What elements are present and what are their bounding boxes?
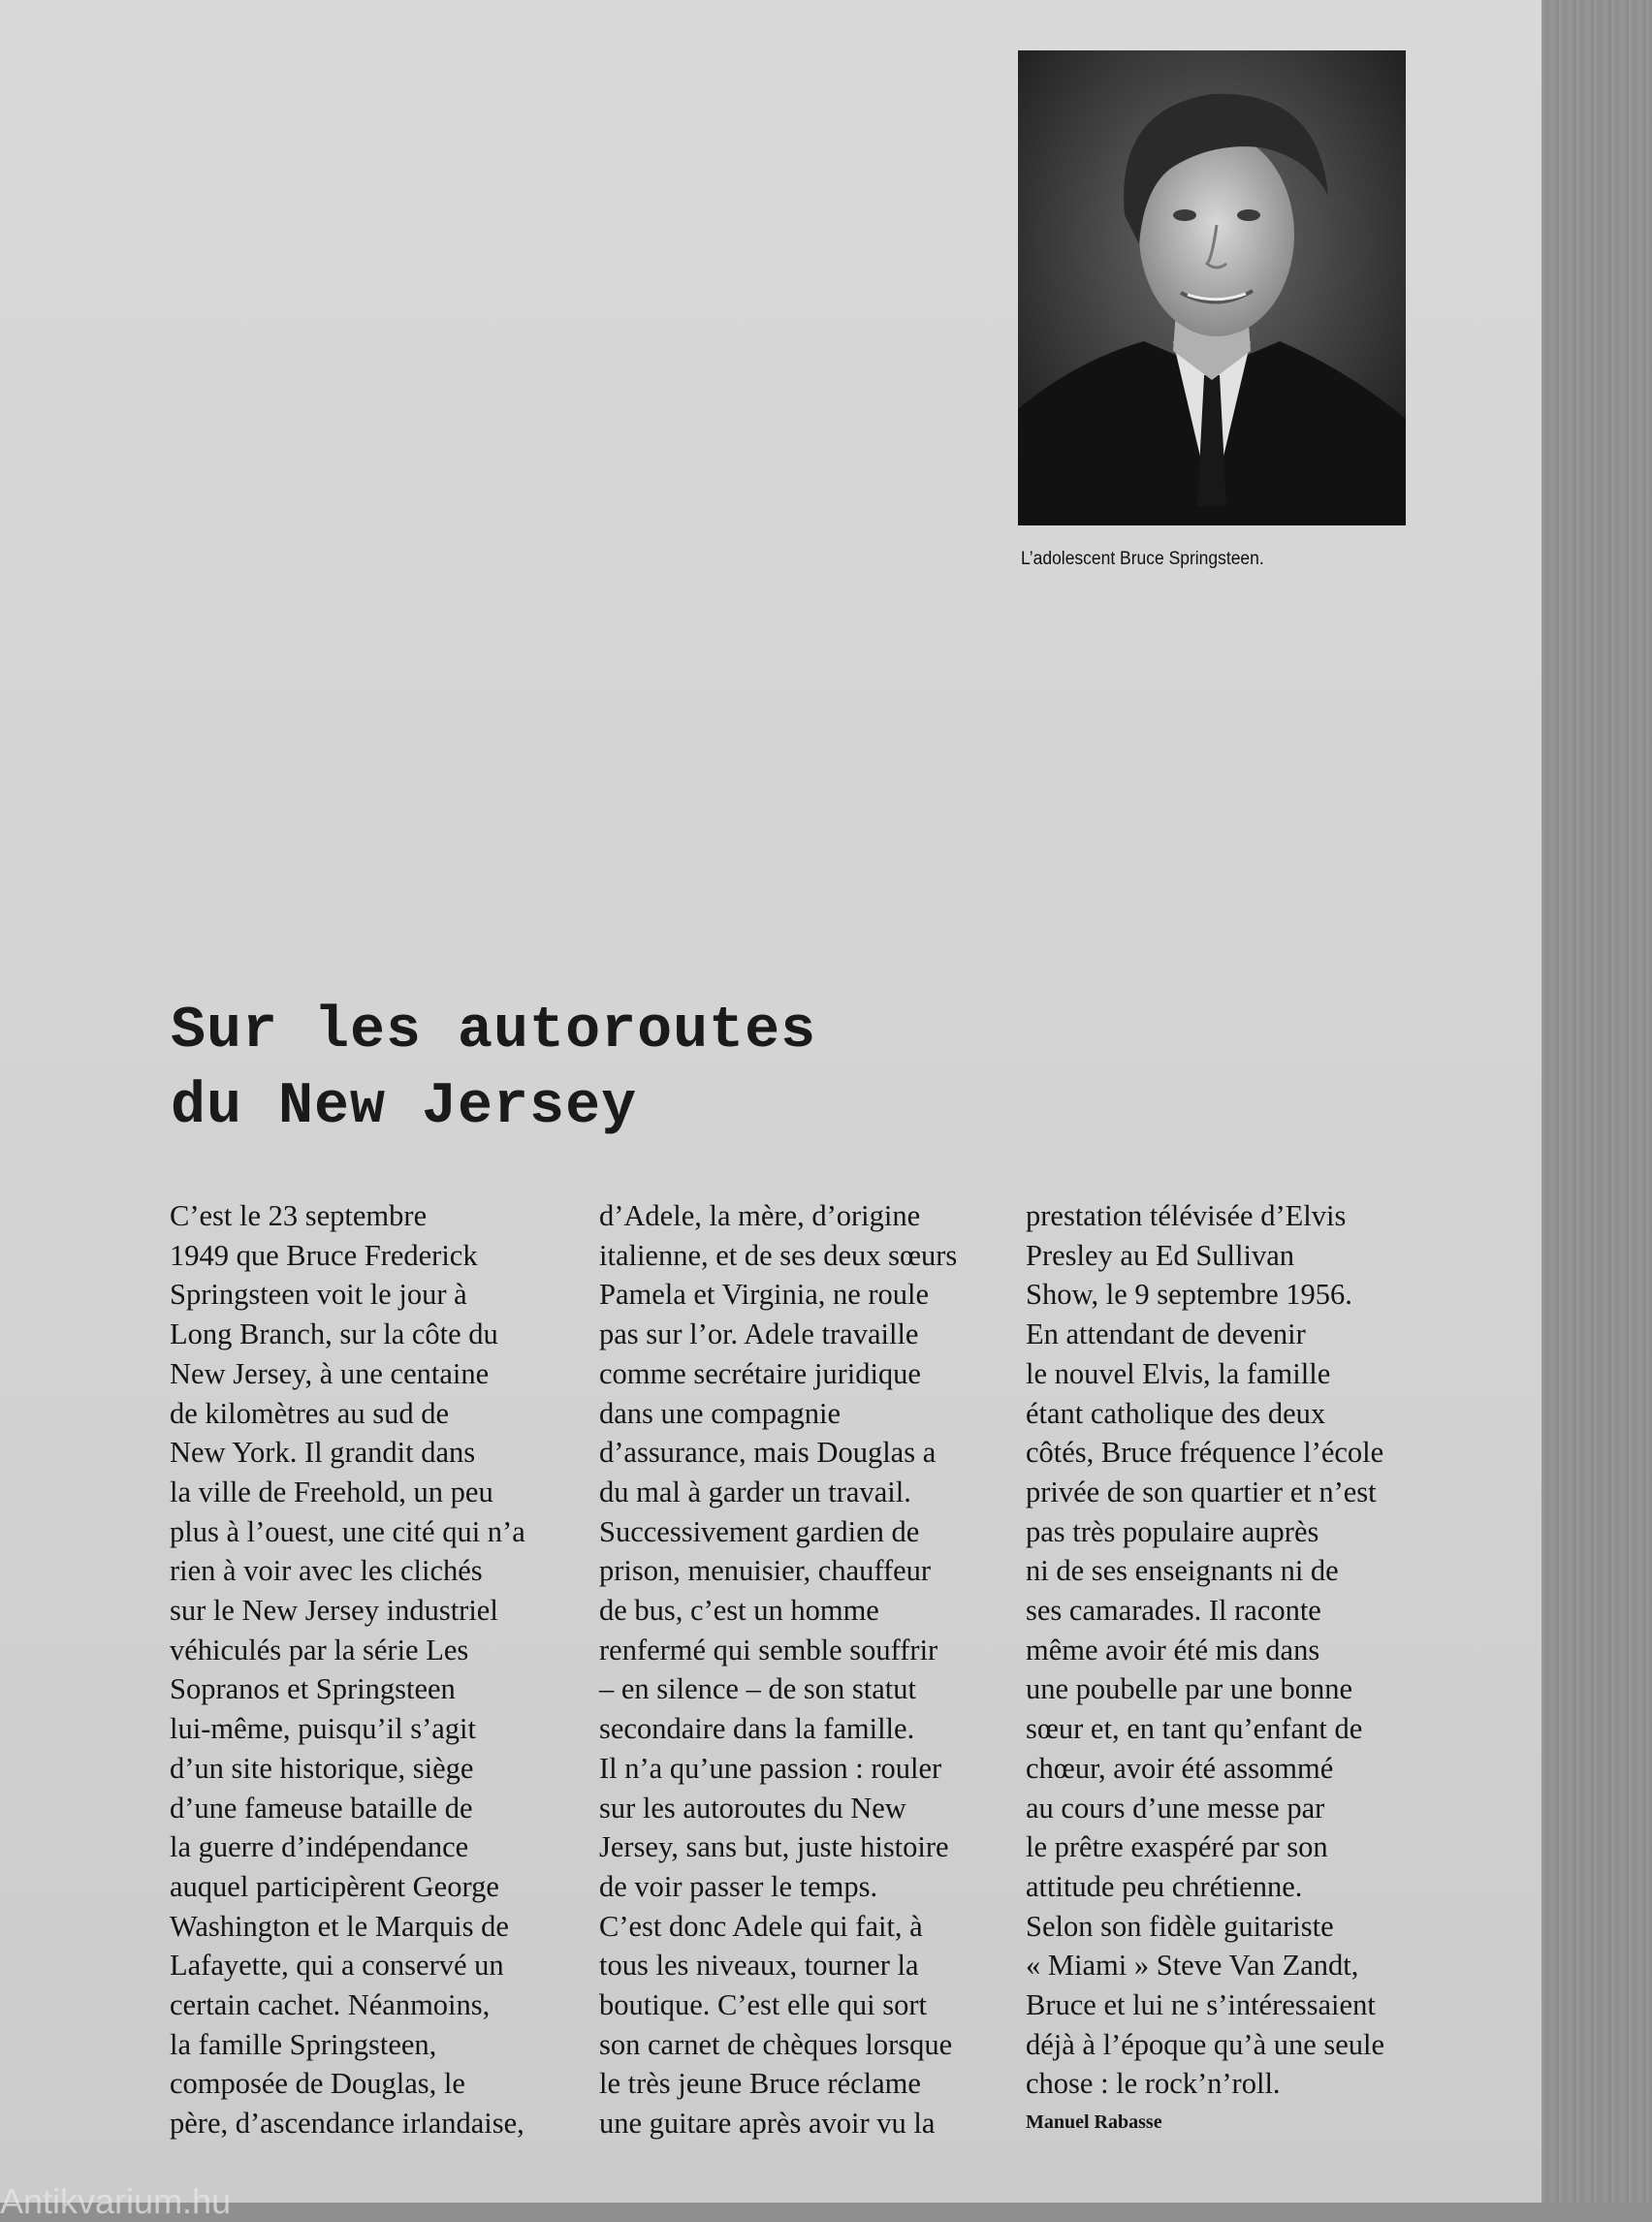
text-line: sur les autoroutes du New (599, 1791, 906, 1825)
text-line: boutique. C’est elle qui sort (599, 1988, 927, 2022)
text-line: le prêtre exaspéré par son (1026, 1830, 1328, 1864)
text-line: Pamela et Virginia, ne roule (599, 1278, 930, 1312)
text-line: secondaire dans la famille. (599, 1712, 915, 1746)
text-line: chose : le rock’n’roll. (1026, 2067, 1281, 2101)
text-line: Springsteen voit le jour à (170, 1278, 467, 1312)
text-line: Bruce et lui ne s’intéressaient (1026, 1988, 1376, 2022)
text-line: sœur et, en tant qu’enfant de (1026, 1712, 1363, 1746)
title-line: Sur les autoroutes (171, 999, 817, 1064)
text-line: italienne, et de ses deux sœurs (599, 1238, 958, 1272)
text-line: ni de ses enseignants ni de (1026, 1554, 1339, 1588)
text-line: la guerre d’indépendance (170, 1830, 469, 1864)
text-line: du mal à garder un travail. (599, 1475, 911, 1508)
page-edge-background (1541, 0, 1652, 2203)
text-line: composée de Douglas, le (170, 2067, 465, 2101)
text-line: le nouvel Elvis, la famille (1026, 1356, 1331, 1390)
text-line: côtés, Bruce fréquence l’école (1026, 1436, 1384, 1470)
text-line: En attendant de devenir (1026, 1317, 1306, 1351)
text-line: Presley au Ed Sullivan (1026, 1238, 1295, 1272)
text-line: la ville de Freehold, un peu (170, 1475, 493, 1508)
text-line: Selon son fidèle guitariste (1026, 1909, 1334, 1943)
text-line: sur le New Jersey industriel (170, 1594, 498, 1628)
text-line: pas sur l’or. Adele travaille (599, 1317, 919, 1351)
text-line: Show, le 9 septembre 1956. (1026, 1278, 1352, 1312)
text-line: plus à l’ouest, une cité qui n’a (170, 1514, 525, 1548)
text-line: chœur, avoir été assommé (1026, 1751, 1334, 1785)
text-line: Washington et le Marquis de (170, 1909, 509, 1943)
author-signature: Manuel Rabasse (1026, 2111, 1162, 2134)
text-line: étant catholique des deux (1026, 1396, 1326, 1430)
text-line: son carnet de chèques lorsque (599, 2027, 953, 2061)
portrait-photo (1018, 50, 1406, 525)
text-line: d’Adele, la mère, d’origine (599, 1199, 921, 1232)
title-line: du New Jersey (171, 1074, 638, 1140)
text-line: C’est le 23 septembre (170, 1199, 428, 1232)
text-line: une guitare après avoir vu la (599, 2107, 936, 2141)
text-line: d’une fameuse bataille de (170, 1791, 473, 1825)
text-line: – en silence – de son statut (599, 1672, 916, 1706)
text-line: d’un site historique, siège (170, 1751, 474, 1785)
text-line: certain cachet. Néanmoins, (170, 1988, 491, 2022)
text-line: prestation télévisée d’Elvis (1026, 1199, 1347, 1232)
text-line: Il n’a qu’une passion : rouler (599, 1751, 942, 1785)
text-line: déjà à l’époque qu’à une seule (1026, 2027, 1385, 2061)
text-line: privée de son quartier et n’est (1026, 1475, 1377, 1508)
text-column-1 (170, 1196, 525, 2143)
text-line: tous les niveaux, tourner la (599, 1949, 919, 1983)
text-line: Jersey, sans but, juste histoire (599, 1830, 949, 1864)
text-line: pas très populaire auprès (1026, 1514, 1319, 1548)
column-3-lines (1026, 1196, 1384, 2104)
text-line: C’est donc Adele qui fait, à (599, 1909, 923, 1943)
text-line: véhiculés par la série Les (170, 1633, 469, 1666)
text-line: auquel participèrent George (170, 1869, 499, 1903)
text-line: de kilomètres au sud de (170, 1396, 449, 1430)
text-line: comme secrétaire juridique (599, 1356, 921, 1390)
text-line: Successivement gardien de (599, 1514, 920, 1548)
text-line: la famille Springsteen, (170, 2027, 437, 2061)
text-line: le très jeune Bruce réclame (599, 2067, 921, 2101)
text-line: Lafayette, qui a conservé un (170, 1949, 504, 1983)
text-line: attitude peu chrétienne. (1026, 1869, 1303, 1903)
text-column-3 (1026, 1196, 1384, 2137)
text-line: prison, menuisier, chauffeur (599, 1554, 932, 1588)
text-line: père, d’ascendance irlandaise, (170, 2107, 524, 2141)
text-line: lui-même, puisqu’il s’agit (170, 1712, 476, 1746)
text-line: d’assurance, mais Douglas a (599, 1436, 937, 1470)
text-line: New York. Il grandit dans (170, 1436, 476, 1470)
text-line: rien à voir avec les clichés (170, 1554, 483, 1588)
photo-caption: L’adolescent Bruce Springsteen. (1021, 549, 1264, 569)
text-line: de voir passer le temps. (599, 1869, 878, 1903)
text-line: « Miami » Steve Van Zandt, (1026, 1949, 1359, 1983)
portrait-illustration (1018, 50, 1406, 525)
text-line: même avoir été mis dans (1026, 1633, 1320, 1666)
text-line: New Jersey, à une centaine (170, 1356, 490, 1390)
text-line: Long Branch, sur la côte du (170, 1317, 498, 1351)
text-line: 1949 que Bruce Frederick (170, 1238, 478, 1272)
text-line: de bus, c’est un homme (599, 1594, 879, 1628)
watermark: Antikvarium.hu (0, 2181, 232, 2221)
article-title (171, 994, 1043, 1145)
text-line: dans une compagnie (599, 1396, 842, 1430)
text-line: au cours d’une messe par (1026, 1791, 1325, 1825)
text-column-2 (599, 1196, 957, 2143)
text-line: une poubelle par une bonne (1026, 1672, 1353, 1706)
text-line: Sopranos et Springsteen (170, 1672, 456, 1706)
text-line: renfermé qui semble souffrir (599, 1633, 938, 1666)
text-line: ses camarades. Il raconte (1026, 1594, 1321, 1628)
